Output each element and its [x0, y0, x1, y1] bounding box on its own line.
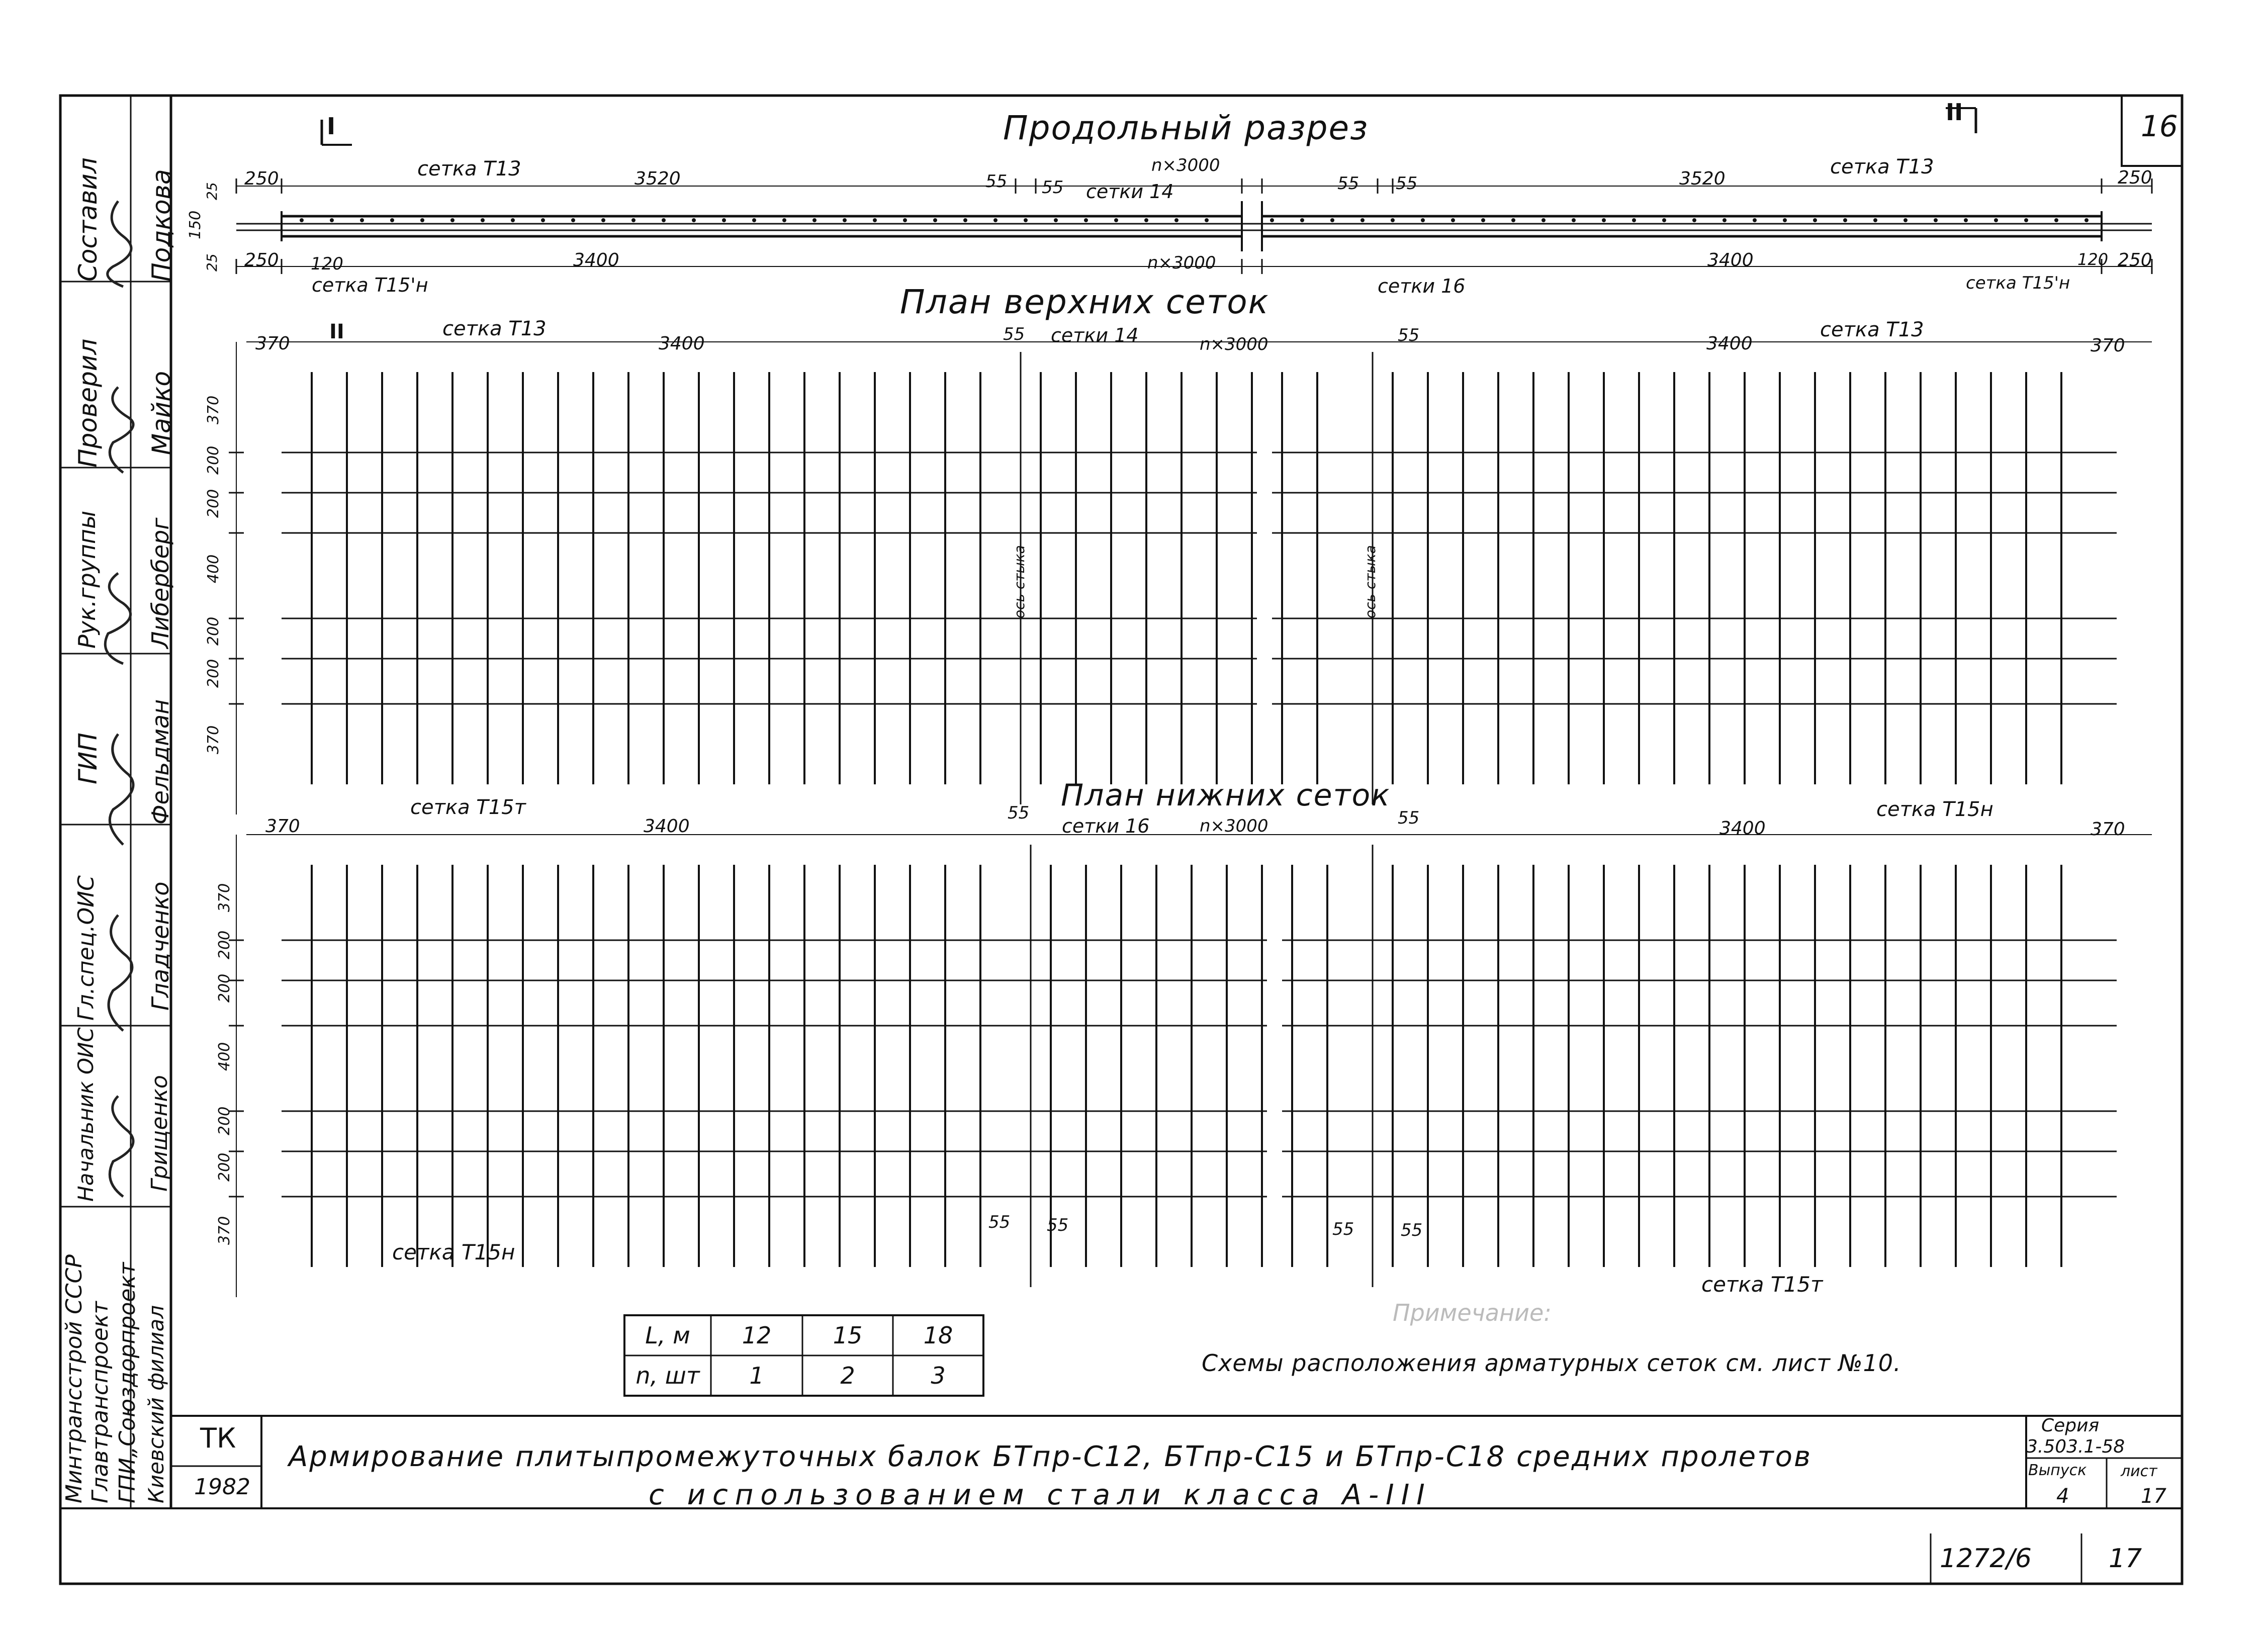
section-dim: 120: [2077, 250, 2109, 269]
bar-dot: [1753, 218, 1757, 222]
upper-dim: 3400: [1706, 333, 1753, 354]
upper-side-dim: 200: [205, 659, 222, 688]
bar-dot: [511, 218, 515, 222]
bar-dot: [1270, 218, 1274, 222]
section-mark-right: II: [1946, 99, 1963, 126]
org-line-1: Минтрансстрой СССР: [61, 1254, 87, 1503]
bar-dot: [2054, 218, 2058, 222]
section-side-dim: 25: [204, 182, 220, 200]
table-cell: 2: [840, 1362, 855, 1389]
signatures: [93, 191, 143, 1297]
bar-dot: [1813, 218, 1817, 222]
doc-title-2: с использованием стали класса А-III: [649, 1479, 1432, 1511]
bar-dot: [330, 218, 334, 222]
doc-title-1: Армирование плитыпромежуточных балок БТпр-С12, БТпр-С15 и БТпр-С18 средних пролетов: [289, 1440, 1812, 1473]
upper-plan-mark: II: [329, 320, 344, 343]
bar-dot: [1903, 218, 1908, 222]
lower-side-dim: 370: [216, 1216, 233, 1245]
stamp-role-2: Проверил: [73, 338, 103, 468]
upper-side-dim: 200: [205, 616, 222, 646]
lower-label-bot-right: сетка Т15т: [1701, 1272, 1823, 1297]
lower-dim: 370: [2091, 819, 2125, 840]
joint-axis-label: ось стыка: [1011, 545, 1028, 618]
bar-dot: [1300, 218, 1304, 222]
section-side-dim: 150: [187, 210, 204, 239]
upper-plan-title: План верхних сеток: [900, 283, 1269, 321]
lower-dim: n×3000: [1200, 816, 1268, 836]
bar-dot: [1511, 218, 1515, 222]
bar-dot: [1205, 218, 1209, 222]
section-dim: 250: [2118, 250, 2152, 270]
lower-plan-title: План нижних сеток: [1061, 778, 1391, 813]
bar-dot: [662, 218, 666, 222]
bar-dot: [1024, 218, 1028, 222]
section-dim: 3400: [573, 250, 619, 270]
upper-side-dim: 400: [205, 554, 222, 583]
table-cell: 18: [923, 1322, 953, 1349]
section-dim: 55: [985, 171, 1008, 192]
bar-dot: [1481, 218, 1485, 222]
lower-label-left: сетка Т15т: [410, 796, 526, 819]
doc-year: 1982: [194, 1474, 250, 1500]
table-cell: L, м: [645, 1322, 690, 1349]
upper-side-dim: 200: [205, 489, 222, 518]
bar-dot: [1873, 218, 1877, 222]
section-label-bot-mid: сетки 16: [1378, 275, 1466, 297]
bar-dot: [571, 218, 575, 222]
lower-label-right: сетка Т15н: [1876, 798, 1993, 821]
lower-side-dim: 200: [216, 1152, 233, 1182]
lower-dim-bottom: 55: [988, 1212, 1011, 1232]
bar-dot: [1421, 218, 1425, 222]
bar-dot: [2024, 218, 2028, 222]
section-dim: 250: [244, 168, 279, 189]
bar-dot: [1692, 218, 1696, 222]
section-dim: n×3000: [1151, 155, 1220, 175]
table-cell: 12: [742, 1322, 772, 1349]
upper-dim: 3400: [659, 333, 705, 354]
stamp-name-5: Гладченко: [147, 881, 174, 1011]
bar-dot: [752, 218, 756, 222]
page-number: 17: [2109, 1544, 2142, 1574]
stamp-role-3: Рук.группы: [73, 510, 101, 649]
upper-side-dim: 200: [205, 445, 222, 475]
section-dim: 250: [2118, 167, 2152, 188]
lower-side-dim: 400: [216, 1042, 233, 1071]
org-line-3: ГПИ„Союздорпроект: [115, 1262, 140, 1503]
org-line-2: Главтранспроект: [87, 1301, 113, 1503]
section-mark-left: I: [327, 113, 336, 140]
bar-dot: [903, 218, 907, 222]
lower-side-dim: 200: [216, 973, 233, 1003]
bar-dot: [1783, 218, 1787, 222]
issue-label: Выпуск: [2028, 1462, 2087, 1479]
section-dim: 55: [1396, 173, 1418, 194]
bar-dot: [1330, 218, 1334, 222]
bar-dot: [963, 218, 967, 222]
bar-dot: [812, 218, 817, 222]
sheet-value: 17: [2141, 1485, 2166, 1508]
bar-dot: [1391, 218, 1395, 222]
lower-side-dim: 200: [216, 1106, 233, 1135]
bar-dot: [1114, 218, 1118, 222]
joint-axis-label: ось стыка: [1362, 545, 1379, 618]
section-dim: 3400: [1707, 250, 1754, 270]
lower-dim: 55: [1398, 808, 1420, 828]
bar-dot: [782, 218, 786, 222]
note-head: Примечание:: [1393, 1299, 1552, 1326]
bar-dot: [1843, 218, 1847, 222]
stamp-name-3: Либерберг: [147, 517, 174, 649]
section-dim: 55: [1337, 173, 1359, 194]
stamp-role-5: Гл.спец.ОИС: [73, 875, 99, 1021]
stamp-role-1: Составил: [73, 157, 103, 282]
lower-label-mid: сетки 16: [1062, 815, 1150, 837]
archive-number: 1272/6: [1940, 1544, 2032, 1574]
bar-dot: [1602, 218, 1606, 222]
upper-dim: 370: [2091, 335, 2125, 356]
lower-side-dim: 370: [216, 883, 233, 912]
lower-dim: 370: [265, 816, 300, 837]
stamp-name-1: Подкова: [147, 169, 176, 282]
upper-label-right: сетка Т13: [1820, 318, 1924, 341]
bar-dot: [1994, 218, 1998, 222]
stamp-name-4: Фельдман: [147, 699, 174, 825]
issue-value: 4: [2056, 1485, 2069, 1508]
section-label-top-mid: сетки 14: [1086, 180, 1174, 203]
lower-dim: 3400: [1719, 818, 1766, 839]
bar-dot: [1934, 218, 1938, 222]
lower-dim-bottom: 55: [1047, 1215, 1069, 1235]
bar-dot: [1964, 218, 1968, 222]
lower-side-dim: 200: [216, 930, 233, 959]
bar-dot: [631, 218, 636, 222]
section-label-bot-right: сетка Т15'н: [1966, 273, 2070, 293]
doc-code: ТК: [200, 1422, 236, 1454]
section-dim: 250: [244, 250, 279, 270]
bar-dot: [601, 218, 605, 222]
series-label: Серия: [2041, 1415, 2100, 1436]
section-dim: 3520: [634, 168, 681, 189]
bar-dot: [390, 218, 394, 222]
section-dim: n×3000: [1147, 253, 1216, 273]
upper-side-dim: 370: [205, 395, 222, 424]
stamp-name-6: Грищенко: [147, 1075, 172, 1192]
lower-dim: 55: [1008, 803, 1030, 823]
bar-dot: [1054, 218, 1058, 222]
upper-label-mid: сетки 14: [1051, 324, 1139, 346]
section-title: Продольный разрез: [1003, 109, 1369, 147]
bar-dot: [541, 218, 545, 222]
bar-dot: [1662, 218, 1666, 222]
bar-dot: [1144, 218, 1148, 222]
stamp-name-2: Майко: [147, 371, 176, 455]
section-dim: 120: [311, 254, 343, 274]
bar-dot: [1541, 218, 1546, 222]
bar-dot: [1632, 218, 1636, 222]
lower-dim-bottom: 55: [1401, 1220, 1423, 1240]
org-line-4: Киевский филиал: [144, 1305, 168, 1503]
bar-dot: [481, 218, 485, 222]
lower-dim-bottom: 55: [1332, 1219, 1354, 1239]
bar-dot: [1572, 218, 1576, 222]
section-dim: 55: [1042, 177, 1064, 198]
stamp-role-4: ГИП: [73, 733, 103, 784]
bar-dot: [1174, 218, 1178, 222]
table-cell: 1: [749, 1362, 764, 1389]
sheet-number: 16: [2141, 109, 2178, 143]
sheet-label: лист: [2121, 1463, 2157, 1480]
lower-dim: 3400: [644, 816, 690, 837]
upper-dim: 55: [1003, 324, 1025, 344]
bar-dot: [993, 218, 997, 222]
bar-dot: [2084, 218, 2089, 222]
bar-dot: [722, 218, 726, 222]
series-value: 3.503.1-58: [2026, 1436, 2125, 1457]
upper-dim: n×3000: [1200, 334, 1268, 354]
bar-dot: [1084, 218, 1088, 222]
table-cell: 15: [833, 1322, 863, 1349]
bar-dot: [933, 218, 937, 222]
bar-dot: [843, 218, 847, 222]
note-text: Схемы расположения арматурных сеток см. лист №10.: [1202, 1349, 1901, 1377]
section-label-top-right: сетка Т13: [1830, 155, 1934, 178]
bar-dot: [1722, 218, 1727, 222]
bar-dot: [692, 218, 696, 222]
section-label-bot-left: сетка Т15'н: [312, 274, 428, 296]
bar-dot: [420, 218, 424, 222]
lower-label-bot-left: сетка Т15н: [392, 1240, 515, 1264]
upper-dim: 55: [1398, 325, 1420, 345]
section-dim: 3520: [1679, 168, 1726, 189]
upper-label-left: сетка Т13: [442, 317, 547, 340]
upper-dim: 370: [255, 333, 290, 354]
bar-dot: [450, 218, 455, 222]
section-side-dim: 25: [204, 253, 220, 272]
table-cell: 3: [931, 1362, 946, 1389]
upper-side-dim: 370: [205, 725, 222, 754]
bar-dot: [1451, 218, 1455, 222]
bar-dot: [300, 218, 304, 222]
bar-dot: [360, 218, 364, 222]
section-label-top-left: сетка Т13: [417, 157, 521, 180]
bar-dot: [873, 218, 877, 222]
table-cell: n, шт: [636, 1362, 700, 1389]
bar-dot: [1360, 218, 1365, 222]
stamp-role-6: Начальник ОИС: [73, 1027, 98, 1202]
